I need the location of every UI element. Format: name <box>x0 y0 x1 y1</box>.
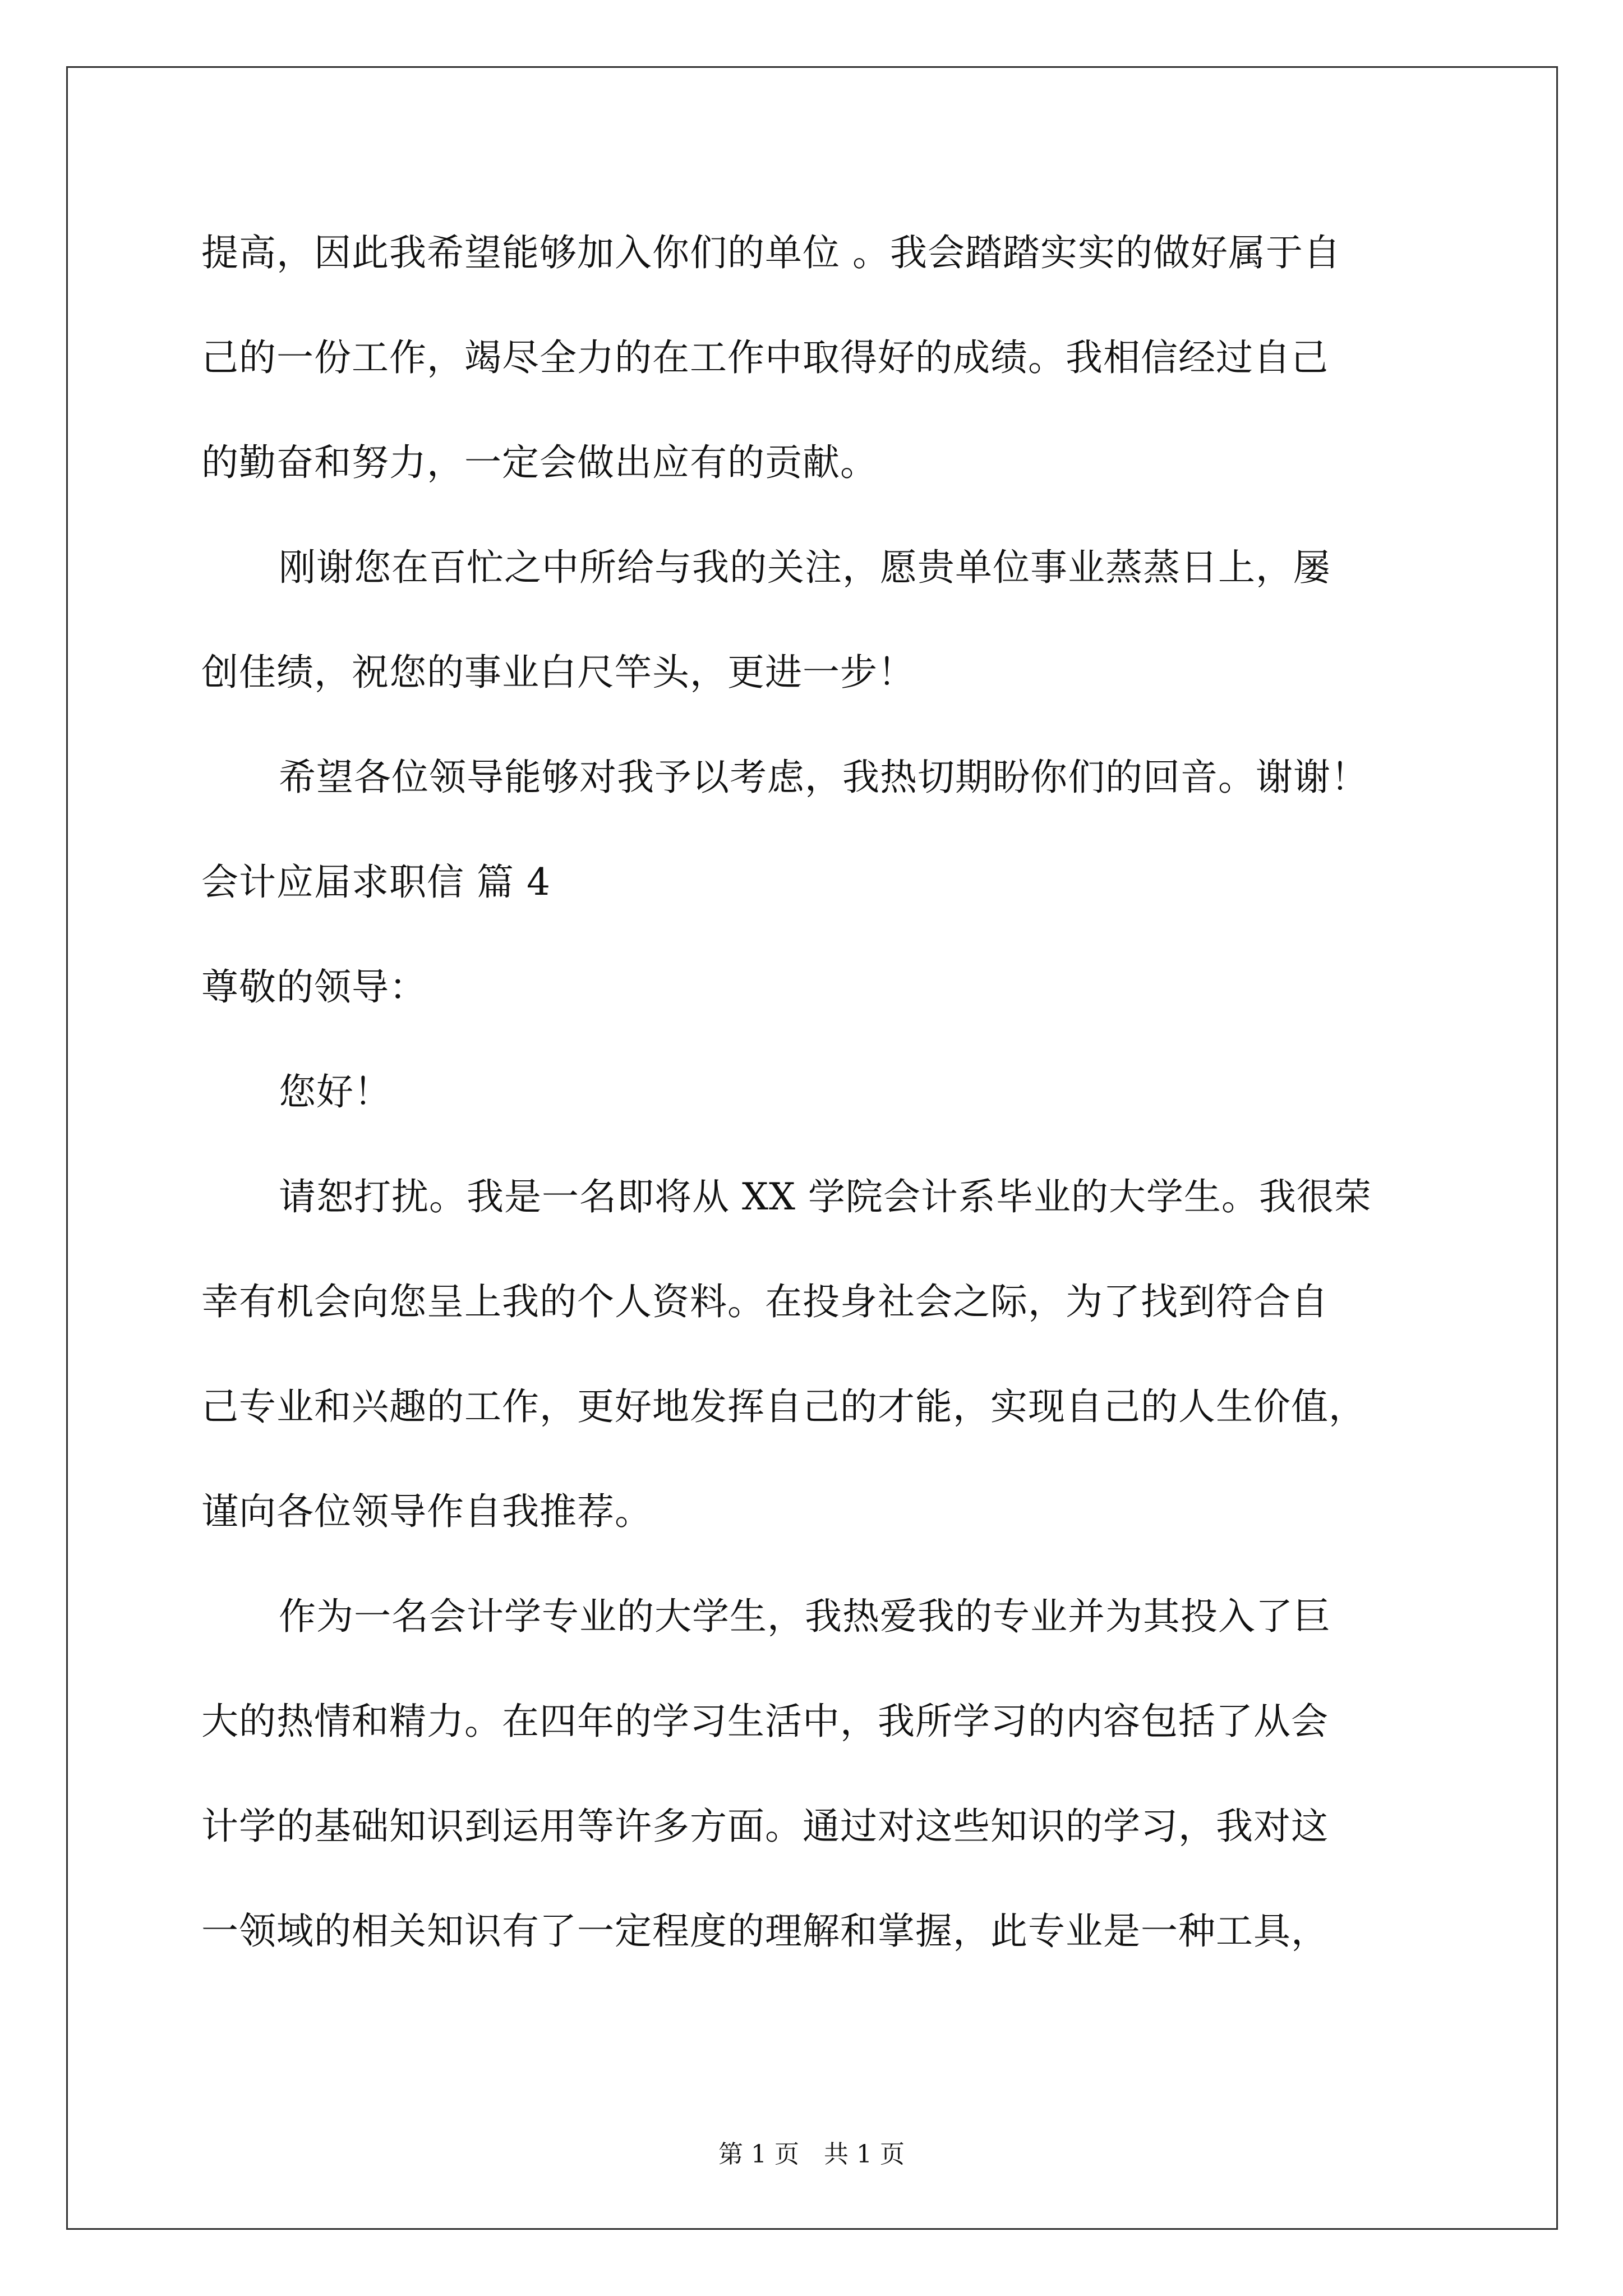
text-line: 己的一份工作，竭尽全力的在工作中取得好的成绩。我相信经过自己 <box>201 336 1329 379</box>
text-line: 作为一名会计学专业的大学生，我热爱我的专业并为其投入了巨 <box>279 1595 1331 1638</box>
text-line: 一领域的相关知识有了一定程度的理解和掌握，此专业是一种工具， <box>201 1910 1329 1953</box>
greeting: 您好！ <box>279 1070 391 1114</box>
page-border <box>66 66 1558 2230</box>
text-line: 计学的基础知识到运用等许多方面。通过对这些知识的学习，我对这 <box>201 1805 1329 1848</box>
text-line: 己专业和兴趣的工作，更好地发挥自己的才能，实现自己的人生价值， <box>201 1385 1366 1428</box>
text-line: 谨向各位领导作自我推荐。 <box>201 1490 652 1533</box>
text-line: 刚谢您在百忙之中所给与我的关注，愿贵单位事业蒸蒸日上，屡 <box>279 546 1331 589</box>
text-line: 的勤奋和努力，一定会做出应有的贡献。 <box>201 441 878 484</box>
text-line: 请恕打扰。我是一名即将从 XX 学院会计系毕业的大学生。我很荣 <box>279 1175 1372 1218</box>
text-line: 幸有机会向您呈上我的个人资料。在投身社会之际，为了找到符合自 <box>201 1280 1329 1323</box>
page-footer: 第 1 页 共 1 页 <box>718 2140 905 2169</box>
salutation: 尊敬的领导： <box>201 965 427 1009</box>
text-line: 希望各位领导能够对我予以考虑，我热切期盼你们的回音。谢谢！ <box>279 756 1368 799</box>
text-line: 大的热情和精力。在四年的学习生活中，我所学习的内容包括了从会 <box>201 1700 1329 1743</box>
section-heading: 会计应届求职信 篇 4 <box>201 861 551 904</box>
text-line: 创佳绩，祝您的事业白尺竿头，更进一步！ <box>201 651 915 694</box>
text-line: 提高，因此我希望能够加入你们的单位 。我会踏踏实实的做好属于自 <box>201 231 1341 274</box>
